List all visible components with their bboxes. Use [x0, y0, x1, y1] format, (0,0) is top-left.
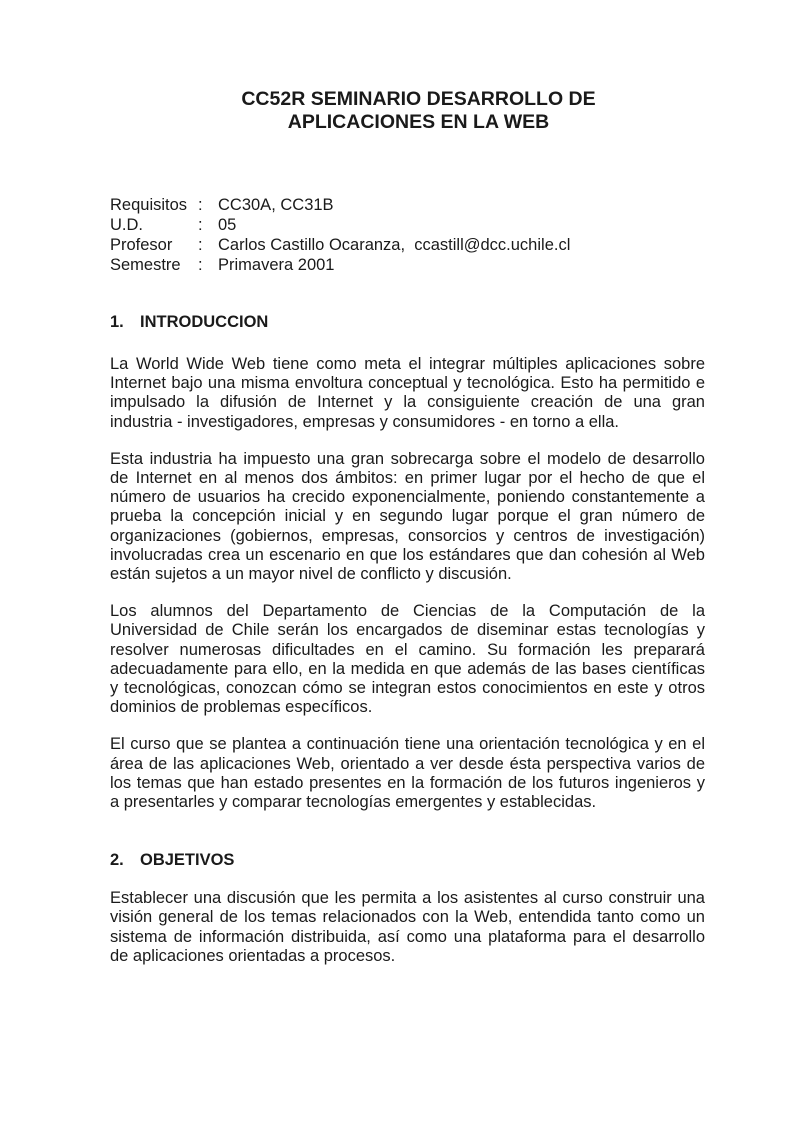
section-heading-objetivos: [110, 850, 705, 870]
paragraph-line: impulsado la difusión de Internet y la consiguiente creación de una gran: [110, 393, 705, 412]
meta-key: Profesor: [110, 236, 173, 254]
paragraph-line: involucradas crea un escenario en que los estándares que dan cohesión al Web: [110, 545, 705, 564]
paragraph-line: Universidad de Chile serán los encargados de diseminar estas tecnologías y: [110, 621, 705, 640]
meta-row-profesor: [110, 235, 705, 255]
paragraph-line: La World Wide Web tiene como meta el integrar múltiples aplicaciones sobre: [110, 355, 705, 373]
paragraph-line: Internet bajo una misma envoltura conceptual y tecnológica. Esto ha permitido e: [110, 374, 705, 393]
course-metadata: [110, 195, 705, 275]
paragraph-line: resolver numerosas dificultades en el camino. Su formación les preparará: [110, 640, 705, 659]
paragraph-line: industria - investigadores, empresas y consumidores - en torno a ella.: [110, 412, 619, 431]
document-title: [132, 88, 705, 134]
meta-row-requisitos: [110, 195, 705, 215]
paragraph-line: visión general de los temas relacionados con la Web, entendida tanto como un: [110, 908, 705, 927]
meta-value: Carlos Castillo Ocaranza, ccastill@dcc.uchile.cl: [218, 236, 571, 254]
meta-value: 05: [218, 216, 237, 234]
meta-value: Primavera 2001: [218, 256, 335, 274]
meta-separator: :: [198, 236, 203, 254]
section-heading-introduccion: [110, 312, 705, 332]
paragraph-line: El curso que se plantea a continuación tiene una orientación tecnológica y en el: [110, 735, 705, 754]
paragraph-line: sistema de información distribuida, así como una plataforma para el desarrollo: [110, 927, 705, 946]
meta-row-semestre: [110, 255, 705, 275]
title-line-1: CC52R SEMINARIO DESARROLLO DE: [241, 88, 596, 110]
paragraph: [110, 450, 705, 584]
section-title: OBJETIVOS: [140, 851, 235, 870]
paragraph: [110, 735, 705, 812]
paragraph-line: y tecnológicas, conozcan cómo se integran estos conocimientos en este y otros: [110, 679, 705, 698]
paragraph-line: adecuadamente para ello, en la medida en que además de las bases científicas: [110, 659, 705, 678]
meta-value: CC30A, CC31B: [218, 196, 334, 214]
section-number: 2.: [110, 851, 124, 870]
meta-key: U.D.: [110, 216, 143, 234]
paragraph-line: de Internet en al menos dos ámbitos: en primer lugar por el hecho de que el: [110, 469, 705, 488]
paragraph-line: organizaciones (gobiernos, empresas, consorcios y centros de investigación): [110, 526, 705, 545]
paragraph-line: los temas que han estado presentes en la formación de los futuros ingenieros y: [110, 773, 705, 792]
meta-separator: :: [198, 256, 203, 274]
paragraph: [110, 889, 705, 966]
paragraph-line: prueba la concepción inicial y en segundo lugar porque el gran número de: [110, 507, 705, 526]
paragraph-line: de aplicaciones orientadas a procesos.: [110, 946, 396, 965]
paragraph-line: dominios de problemas específicos.: [110, 698, 373, 717]
title-line-2: APLICACIONES EN LA WEB: [287, 111, 550, 133]
document-page: [110, 88, 705, 966]
meta-separator: :: [198, 196, 203, 214]
paragraph: [110, 355, 705, 432]
meta-separator: :: [198, 216, 203, 234]
paragraph-line: Los alumnos del Departamento de Ciencias de la Computación de la: [110, 602, 705, 621]
paragraph: [110, 602, 705, 717]
meta-key: Requisitos: [110, 196, 188, 214]
paragraph-line: están sujetos a un mayor nivel de conflicto y discusión.: [110, 565, 512, 584]
paragraph-line: área de las aplicaciones Web, orientado a ver desde ésta perspectiva varios de: [110, 754, 705, 773]
section-title: INTRODUCCION: [140, 313, 269, 331]
paragraph-line: a presentarles y comparar tecnologías emergentes y establecidas.: [110, 793, 597, 812]
meta-key: Semestre: [110, 256, 181, 274]
meta-row-ud: [110, 215, 705, 235]
paragraph-line: Esta industria ha impuesto una gran sobrecarga sobre el modelo de desarrollo: [110, 449, 705, 468]
paragraph-line: número de usuarios ha crecido exponencialmente, poniendo constantemente a: [110, 488, 705, 507]
paragraph-line: Establecer una discusión que les permita a los asistentes al curso construir una: [110, 889, 705, 908]
section-number: 1.: [110, 313, 124, 331]
